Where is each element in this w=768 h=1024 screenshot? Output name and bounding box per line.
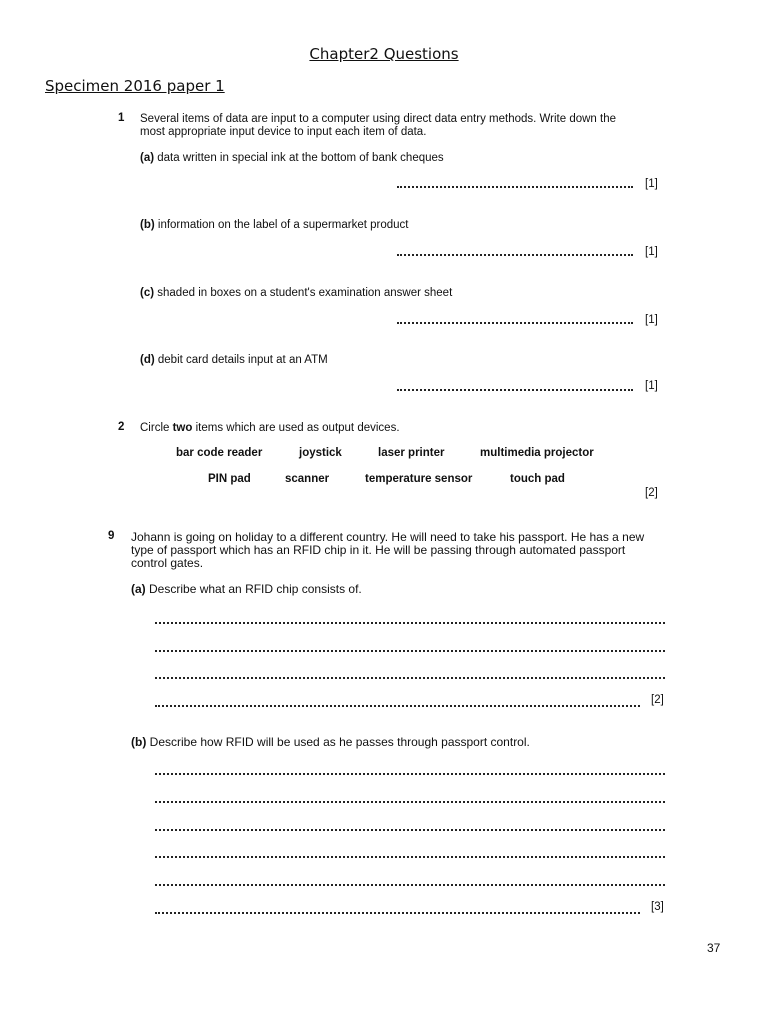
answer-line-9b-5[interactable]: [155, 884, 665, 886]
answer-line-1a[interactable]: [397, 186, 633, 188]
question-9b: [131, 735, 530, 749]
page-number: 37: [707, 941, 721, 955]
mark-2: [2]: [645, 487, 658, 499]
question-1a-text: data written in special ink at the bottom of bank cheques: [157, 152, 444, 164]
paper-subtitle: Specimen 2016 paper 1: [45, 77, 225, 95]
answer-line-9a-2[interactable]: [155, 650, 665, 652]
answer-line-9b-4[interactable]: [155, 856, 665, 858]
question-9b-text: Describe how RFID will be used as he passes through passport control.: [149, 735, 530, 749]
mark-1b: [1]: [645, 246, 658, 258]
question-1b-label: (b): [140, 219, 155, 231]
question-9-stem-line2: type of passport which has an RFID chip in it. He will be passing through automated passport: [131, 543, 626, 557]
option-touch-pad[interactable]: touch pad: [510, 473, 565, 485]
option-scanner[interactable]: scanner: [285, 473, 330, 485]
option-pin-pad[interactable]: PIN pad: [208, 473, 251, 485]
question-1a-label: (a): [140, 152, 155, 164]
answer-line-1b[interactable]: [397, 254, 633, 256]
question-2-stem-post: items which are used as output devices.: [192, 422, 400, 434]
option-laser-printer[interactable]: laser printer: [378, 447, 445, 459]
question-1-stem-line1: Several items of data are input to a computer using direct data entry methods. Write down the: [140, 113, 617, 125]
question-2-stem-bold: two: [172, 422, 193, 434]
mark-1c: [1]: [645, 314, 658, 326]
page-title: Chapter2 Questions: [309, 45, 459, 63]
question-1d: [140, 353, 328, 367]
question-2-stem-pre: Circle: [140, 422, 173, 434]
answer-line-9a-3[interactable]: [155, 677, 665, 679]
answer-line-9b-1[interactable]: [155, 773, 665, 775]
option-multimedia-projector[interactable]: multimedia projector: [480, 447, 594, 459]
question-9a-text: Describe what an RFID chip consists of.: [149, 582, 362, 596]
option-bar-code-reader[interactable]: bar code reader: [176, 447, 263, 459]
question-9a-label: (a): [131, 582, 146, 596]
question-1c: [140, 286, 452, 300]
answer-line-9a-1[interactable]: [155, 622, 665, 624]
mark-9b: [3]: [651, 901, 664, 913]
question-1-number: 1: [118, 112, 125, 124]
answer-line-9b-6[interactable]: [155, 912, 640, 914]
question-1b-text: information on the label of a supermarket product: [157, 219, 409, 231]
option-joystick[interactable]: joystick: [299, 447, 342, 459]
mark-1a: [1]: [645, 178, 658, 190]
question-2-stem: [140, 421, 400, 435]
question-1d-text: debit card details input at an ATM: [157, 354, 328, 366]
question-9-stem-line1: Johann is going on holiday to a different country. He will need to take his passport. He has a new: [131, 530, 645, 544]
question-9-stem-line3: control gates.: [131, 556, 204, 570]
mark-1d: [1]: [645, 380, 658, 392]
question-9b-label: (b): [131, 735, 147, 749]
question-2-number: 2: [118, 421, 125, 433]
question-1c-text: shaded in boxes on a student's examination answer sheet: [157, 287, 453, 299]
question-1a: [140, 151, 444, 165]
question-1c-label: (c): [140, 287, 155, 299]
answer-line-1d[interactable]: [397, 389, 633, 391]
mark-9a: [2]: [651, 694, 664, 706]
question-1b: [140, 218, 408, 232]
option-temperature-sensor[interactable]: temperature sensor: [365, 473, 473, 485]
answer-line-9a-4[interactable]: [155, 705, 640, 707]
question-9a: [131, 582, 362, 596]
answer-line-9b-2[interactable]: [155, 801, 665, 803]
answer-line-1c[interactable]: [397, 322, 633, 324]
question-1-stem-line2: most appropriate input device to input each item of data.: [140, 126, 427, 138]
answer-line-9b-3[interactable]: [155, 829, 665, 831]
question-1d-label: (d): [140, 354, 155, 366]
question-9-number: 9: [108, 530, 115, 542]
